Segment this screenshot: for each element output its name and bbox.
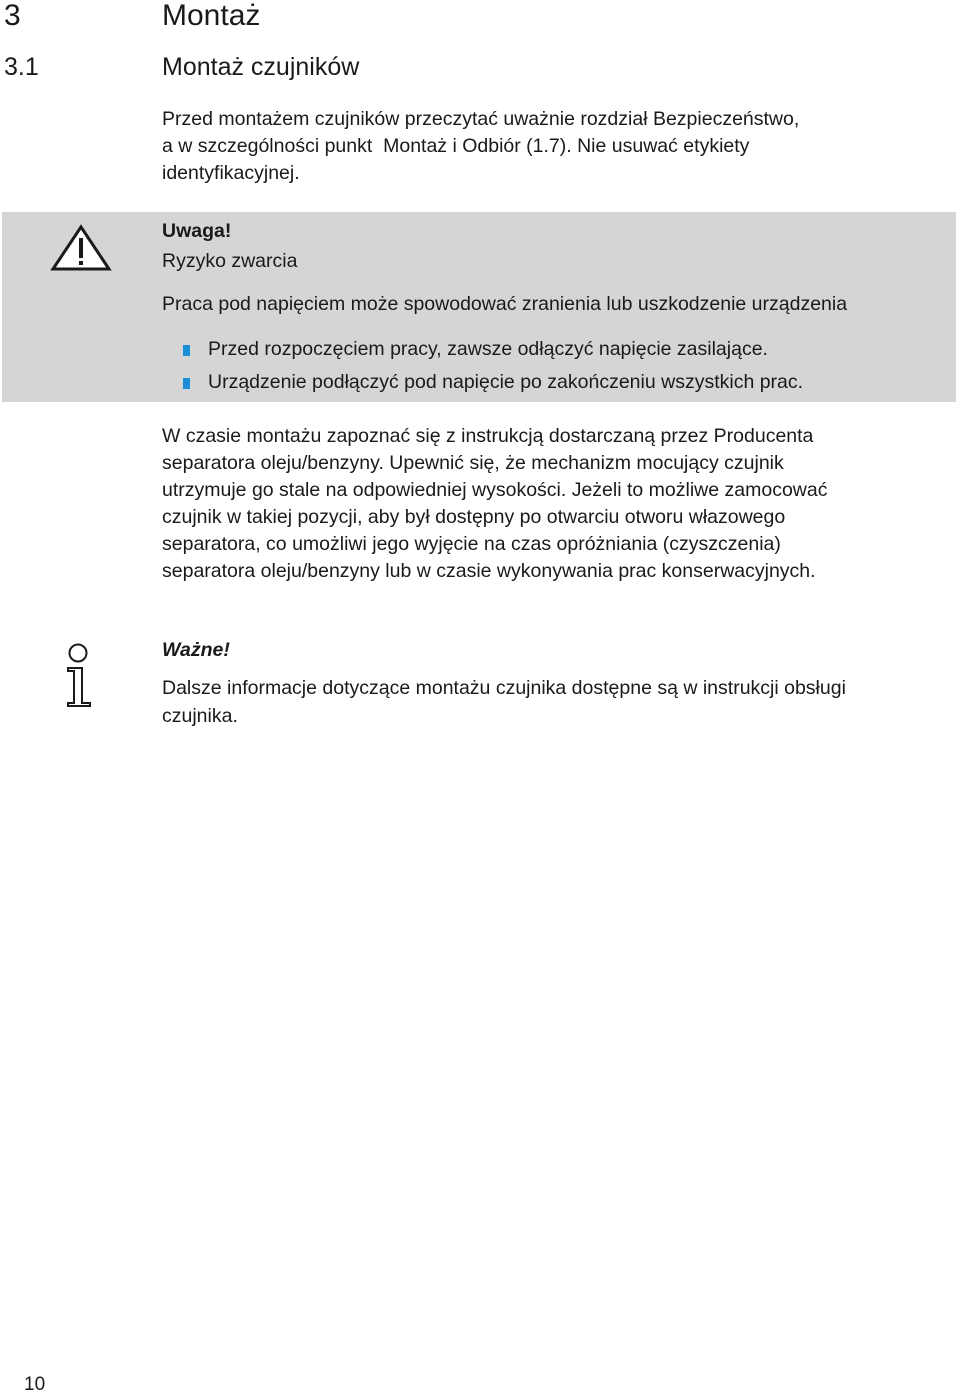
main-line: czujnik w takiej pozycji, aby był dostępny po otwarciu otworu włazowego	[162, 506, 786, 528]
info-title: Ważne!	[162, 639, 230, 661]
main-line: separatora, co umożliwi jego wyjęcie na czas opróżniania (czyszczenia)	[162, 533, 781, 555]
chapter-title: Montaż	[162, 0, 261, 32]
intro-line: Przed montażem czujników przeczytać uważnie rozdział Bezpieczeństwo,	[162, 108, 800, 130]
warning-bullet-text: Urządzenie podłączyć pod napięcie po zakończeniu wszystkich prac.	[208, 371, 804, 393]
intro-paragraph	[162, 106, 952, 187]
warning-subtitle: Ryzyko zwarcia	[162, 250, 298, 272]
main-paragraph	[162, 423, 952, 585]
info-i-icon	[64, 643, 94, 707]
info-line: czujnika.	[162, 705, 238, 727]
warning-bullet	[183, 336, 768, 362]
section-title: Montaż czujników	[162, 53, 360, 81]
main-line: separatora oleju/benzyny lub w czasie wykonywania prac konserwacyjnych.	[162, 560, 816, 582]
intro-line: identyfikacyjnej.	[162, 162, 300, 184]
warning-title: Uwaga!	[162, 220, 232, 242]
intro-line: a w szczególności punkt Montaż i Odbiór (1.7). Nie usuwać etykiety	[162, 135, 750, 157]
main-line: W czasie montażu zapoznać się z instrukcją dostarczaną przez Producenta	[162, 425, 814, 447]
main-line: separatora oleju/benzyny. Upewnić się, że mechanizm mocujący czujnik	[162, 452, 784, 474]
chapter-number: 3	[4, 0, 21, 32]
info-line: Dalsze informacje dotyczące montażu czujnika dostępne są w instrukcji obsługi	[162, 677, 846, 699]
warning-bullet-text: Przed rozpoczęciem pracy, zawsze odłączyć napięcie zasilające.	[208, 338, 768, 360]
info-paragraph	[162, 674, 960, 730]
warning-triangle-icon	[50, 224, 112, 272]
warning-bullet	[183, 369, 803, 395]
bullet-square-icon	[183, 378, 190, 389]
page-number: 10	[24, 1374, 46, 1395]
main-line: utrzymuje go stale na odpowiedniej wysokości. Jeżeli to możliwe zamocować	[162, 479, 828, 501]
section-number: 3.1	[4, 53, 39, 81]
warning-text: Praca pod napięciem może spowodować zranienia lub uszkodzenie urządzenia	[162, 293, 848, 315]
bullet-square-icon	[183, 345, 190, 356]
